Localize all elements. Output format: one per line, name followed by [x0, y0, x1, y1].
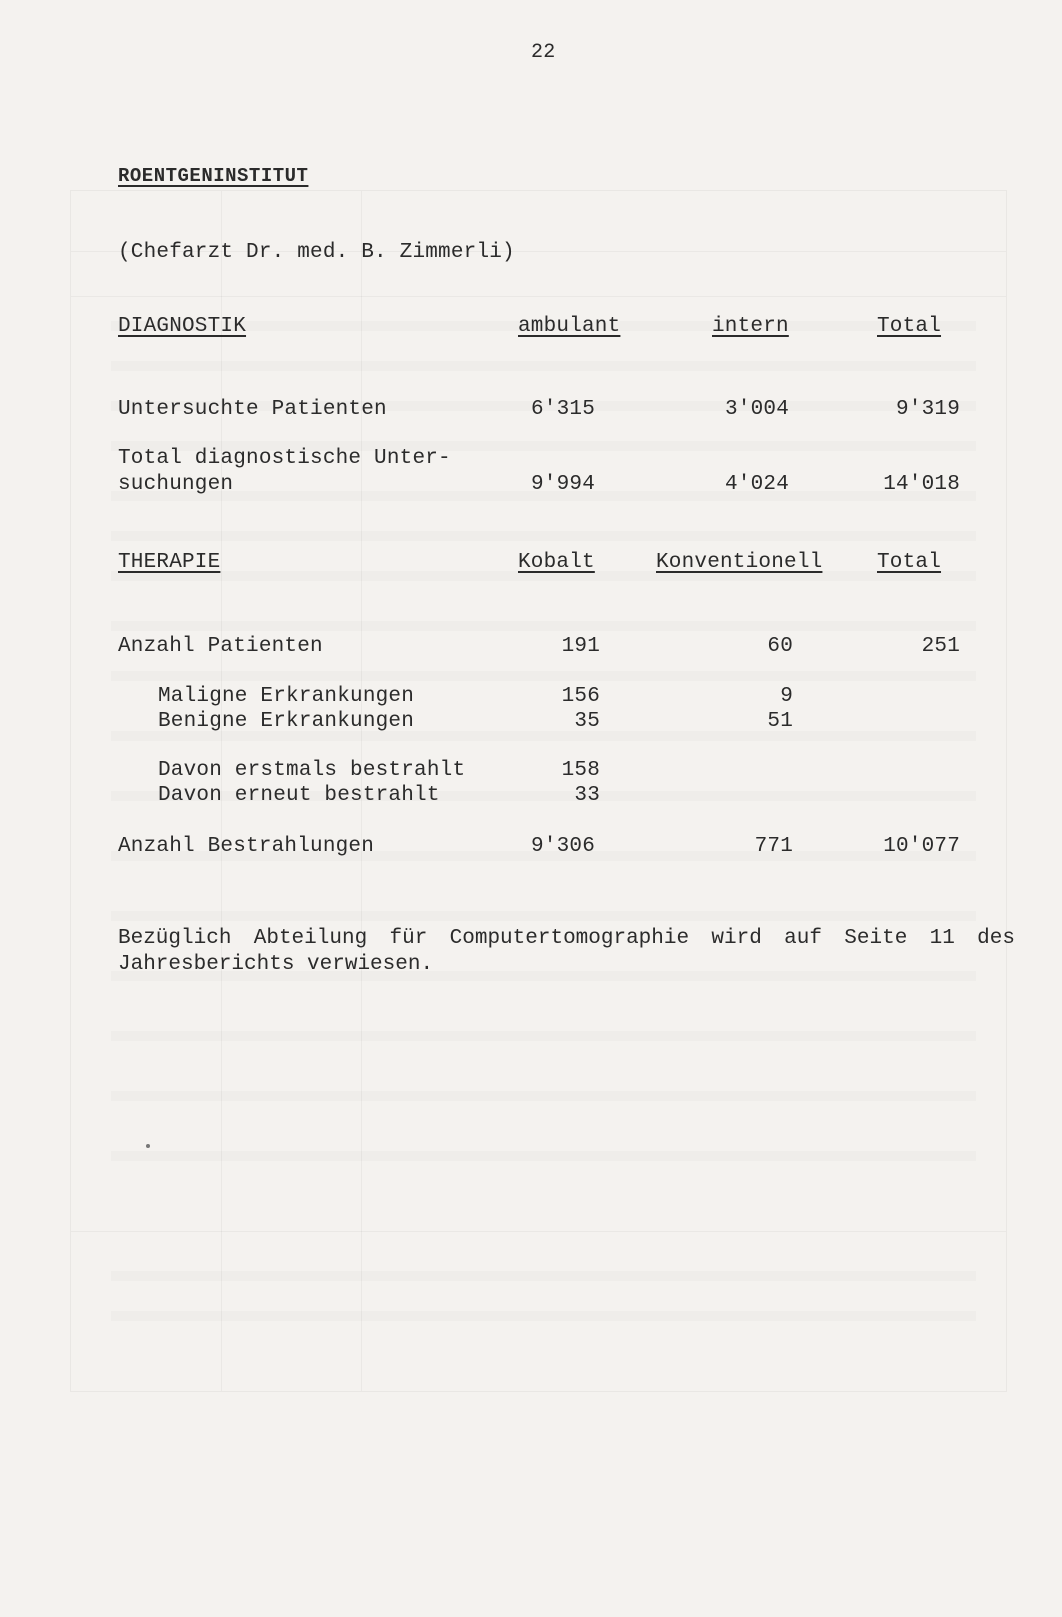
cell-patienten-kobalt: 191: [561, 635, 600, 658]
cell-erstmals-kobalt: 158: [561, 759, 600, 782]
row-label-total-diagnostische-line1: Total diagnostische Unter-: [118, 447, 451, 470]
cell-bestrahlungen-kobalt: 9'306: [531, 835, 596, 858]
cell-patienten-total: 251: [921, 635, 960, 658]
cell-untersuchte-ambulant: 6'315: [531, 398, 596, 421]
column-header-therapie-total: Total: [877, 551, 942, 574]
institute-title: ROENTGENINSTITUT: [118, 165, 309, 187]
column-header-total: Total: [877, 315, 942, 338]
cell-diagnostische-intern: 4'024: [725, 473, 790, 496]
row-label-untersuchte-patienten: Untersuchte Patienten: [118, 398, 387, 421]
cell-diagnostische-ambulant: 9'994: [531, 473, 596, 496]
therapie-header: THERAPIE: [118, 551, 221, 574]
page-number: 22: [531, 41, 556, 64]
row-label-anzahl-patienten: Anzahl Patienten: [118, 635, 323, 658]
cell-diagnostische-total: 14'018: [883, 473, 960, 496]
row-label-erneut-bestrahlt: Davon erneut bestrahlt: [158, 784, 440, 807]
cell-bestrahlungen-total: 10'077: [883, 835, 960, 858]
cell-patienten-konventionell: 60: [767, 635, 793, 658]
cell-maligne-kobalt: 156: [561, 685, 600, 708]
cell-maligne-konventionell: 9: [780, 685, 793, 708]
cell-erneut-kobalt: 33: [574, 784, 600, 807]
column-header-konventionell: Konventionell: [656, 551, 823, 574]
chief-physician-line: (Chefarzt Dr. med. B. Zimmerli): [118, 241, 515, 264]
cell-benigne-konventionell: 51: [767, 710, 793, 733]
diagnostik-header: DIAGNOSTIK: [118, 315, 247, 338]
row-label-anzahl-bestrahlungen: Anzahl Bestrahlungen: [118, 835, 375, 858]
column-header-ambulant: ambulant: [518, 315, 621, 338]
row-label-total-diagnostische-line2: suchungen: [118, 473, 234, 496]
row-label-maligne: Maligne Erkrankungen: [158, 685, 415, 708]
cell-untersuchte-total: 9'319: [895, 398, 960, 421]
cell-untersuchte-intern: 3'004: [725, 398, 790, 421]
row-label-erstmals-bestrahlt: Davon erstmals bestrahlt: [158, 759, 466, 782]
computertomographie-note: Bezüglich Abteilung für Computertomographie wird auf Seite 11 des Jahresberichts verwiesen.: [118, 927, 1015, 976]
stray-mark: [146, 1144, 150, 1148]
column-header-intern: intern: [712, 315, 789, 338]
column-header-kobalt: Kobalt: [518, 551, 595, 574]
row-label-benigne: Benigne Erkrankungen: [158, 710, 415, 733]
cell-bestrahlungen-konventionell: 771: [754, 835, 793, 858]
cell-benigne-kobalt: 35: [574, 710, 600, 733]
